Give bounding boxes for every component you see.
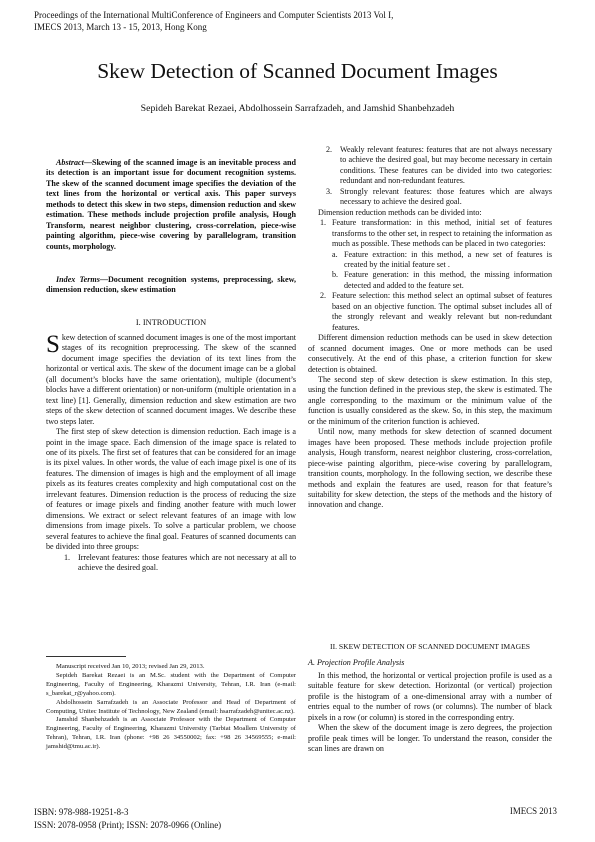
intro-body	[46, 333, 296, 573]
paragraph-skew-estimation: The second step of skew detection is skew estimation. In this step, using the function defined in the previous step, the skew is estimated. The angle corresponding to the maximum or the minimum value of the function is usually considered as the skew. So, in this step, the maximum or the minimum of the criterion function is achieved.	[308, 374, 552, 426]
header-line-2: IMECS 2013, March 13 - 15, 2013, Hong Kong	[34, 22, 207, 32]
section-2-heading: II. SKEW DETECTION OF SCANNED DOCUMENT IMAGES	[330, 642, 530, 651]
footer-left	[34, 806, 221, 832]
intro-paragraph-2: The first step of skew detection is dimension reduction. Each image is a point in the image space. Each dimension of the image space is related to one of its pixels. The first set of features that can be considered for an image is its pixel values. In other words, the value of each image pixel is one of its features. The dimension of images is high and the employment of all image pixels as its features creates complexity and high computational cost on the irrelevant features. Dimension reduction is the process of reducing the size of features or image pixels and finding another feature with much lower dimensions. We extract or select relevant features of an image with low dimensions from image pixels. To solve a particular problem, we choose several features to achieve the final goal. Features of scanned documents can be divided into three groups:	[46, 427, 296, 552]
paragraph-until-now: Until now, many methods for skew detection of scanned document images have been proposed. These methods include projection profile analysis, Hough transform, nearest neighbor clustering, cross-correlation, piece-wise painting algorithm, piece-wise covering by parallelogram, transition counts, morphology. In the following section, we describe these methods and explain the features are used, reason for that feature’s suitability for skew detection, the steps of the methods and the history of innovation and change.	[308, 427, 552, 510]
intro-heading: I. INTRODUCTION	[135, 318, 207, 327]
footnote	[46, 663, 296, 752]
list-item-strongly-relevant: 3. Strongly relevant features: those features which are always necessary to achieve the desired goal.	[326, 186, 552, 207]
list-item-feature-selection: 2. Feature selection: this method select an optimal subset of features based on an objective function. The optimal subset includes all of the strongly relevant and weakly relevant but non-redundant features.	[320, 291, 552, 332]
list-item-feature-extraction: a. Feature extraction: in this method, a new set of features is created by the initial feature set .	[332, 249, 552, 269]
footer-issn: ISSN: 2078-0958 (Print); ISSN: 2078-0966 (Online)	[34, 820, 222, 830]
footnote-author-2: Abdolhossein Sarrafzadeh is an Associate Professor and Head of Department of Computing, Unitec Institute of Technology, New Zealand (email: hsarrafzadeh@unitec.ac.nz).	[46, 698, 296, 715]
footer-right: IMECS 2013	[509, 806, 557, 816]
proceedings-header	[34, 9, 454, 33]
list-item-feature-generation: b. Feature generation: in this method, the missing information detected and added to the feature set.	[332, 270, 552, 290]
index-terms-label: Index Terms	[56, 275, 100, 284]
index-terms	[46, 275, 296, 296]
abstract-text: —Skewing of the scanned image is an inevitable process and its detection is an important issue for document recognition systems. The skew of the scanned document image specifies the deviation of the text lines from the horizontal or vertical axis. This paper surveys methods to detect this skew in two steps, dimension reduction and skew estimation. These methods include projection profile analysis, Hough Transform, nearest neighbor clustering, cross-correlation, piece-wise painting algorithm, piece-wise covering by parallelogram, transition counts, morphology.	[46, 158, 296, 251]
paragraph-projection-2: When the skew of the document image is zero degrees, the projection profile peak times will be longer. To understand the reason, consider the scan lines are drawn on	[308, 723, 552, 754]
footer-isbn: ISBN: 978-988-19251-8-3	[34, 807, 129, 817]
list-item-irrelevant: 1. Irrelevant features: those features which are not necessary at all to achieve the desired goal.	[64, 552, 296, 572]
projection-profile-body	[308, 671, 552, 755]
abstract-label: Abstract	[56, 158, 84, 167]
subsection-a-heading: A. Projection Profile Analysis	[308, 658, 405, 667]
list-item-feature-transformation: 1. Feature transformation: in this method, initial set of features transforms to the other set, in respect to retaining the information as much as possible. These methods can be placed in two categories:	[320, 218, 552, 249]
footnote-received: Manuscript received Jan 10, 2013; revised Jan 29, 2013.	[56, 663, 205, 670]
header-line-1: Proceedings of the International MultiConference of Engineers and Computer Scientists 2013 Vol I,	[34, 10, 394, 20]
author-list: Sepideh Barekat Rezaei, Abdolhossein Sarrafzadeh, and Jamshid Shanbehzadeh	[140, 103, 455, 114]
footnote-author-3: Jamshid Shanbehzadeh is an Associate Professor with the Department of Computer Engineering, Faculty of Engineering, Kharazmi University (Tarbiat Moallem University of Tehran), Tehran, I.R. Iran (phone: +98 26 34550002; fax: +98 26 34569555; e-mail: jamshid@tmu.ac.ir).	[46, 716, 296, 751]
paragraph-projection-1: In this method, the horizontal or vertical projection profile is used as a suitable feature for skew detection. Horizontal (or vertical) projection profile is the histogram of a one-dimensional array with a number of entries equal to the number of rows (or columns). The number of black pixels in a row (or column) is stored in the corresponding entry.	[308, 671, 552, 722]
dimension-reduction-intro: Dimension reduction methods can be divided into:	[318, 207, 482, 217]
intro-paragraph-1: Skew detection of scanned document images is one of the most important stages of its recognition preprocessing. The skew of the scanned document image specifies the deviation of its text lines from the horizontal or vertical axis. The skew of the document image can be a global (all document’s blocks have the same orientation), multiple (document’s blocks have a different orientation) or non-uniform (multiple orientation in a text line) [1]. Generally, dimension reduction and skew estimation are two steps of the skew detection of scanned document images. We describe these two steps later.	[46, 331, 296, 426]
abstract	[46, 158, 296, 252]
paragraph-different-methods: Different dimension reduction methods can be used in skew detection of scanned document images. One or more methods can be used consecutively. At the end of this phase, a criterion function for skew detection is obtained.	[308, 333, 552, 374]
index-terms-text: —Document recognition systems, preprocessing, skew, dimension reduction, skew estimation	[46, 275, 296, 295]
footnote-author-1: Sepideh Barekat Rezaei is an M.Sc. student with the Department of Computer Engineering, Faculty of Engineering, Kharazmi University, Tehran, I.R. Iran (e-mail: s_barekat_r@yahoo.com).	[46, 671, 296, 697]
drop-cap: S	[46, 331, 60, 358]
footnote-divider	[46, 656, 126, 657]
paper-title: Skew Detection of Scanned Document Images	[97, 59, 498, 83]
list-item-weakly-relevant: 2. Weakly relevant features: features that are not always necessary to achieve the desired goal, but may become necessary in certain conditions. These features can be divided into two categories: redundant and non-redundant features.	[326, 145, 552, 186]
right-column-top	[308, 145, 552, 511]
